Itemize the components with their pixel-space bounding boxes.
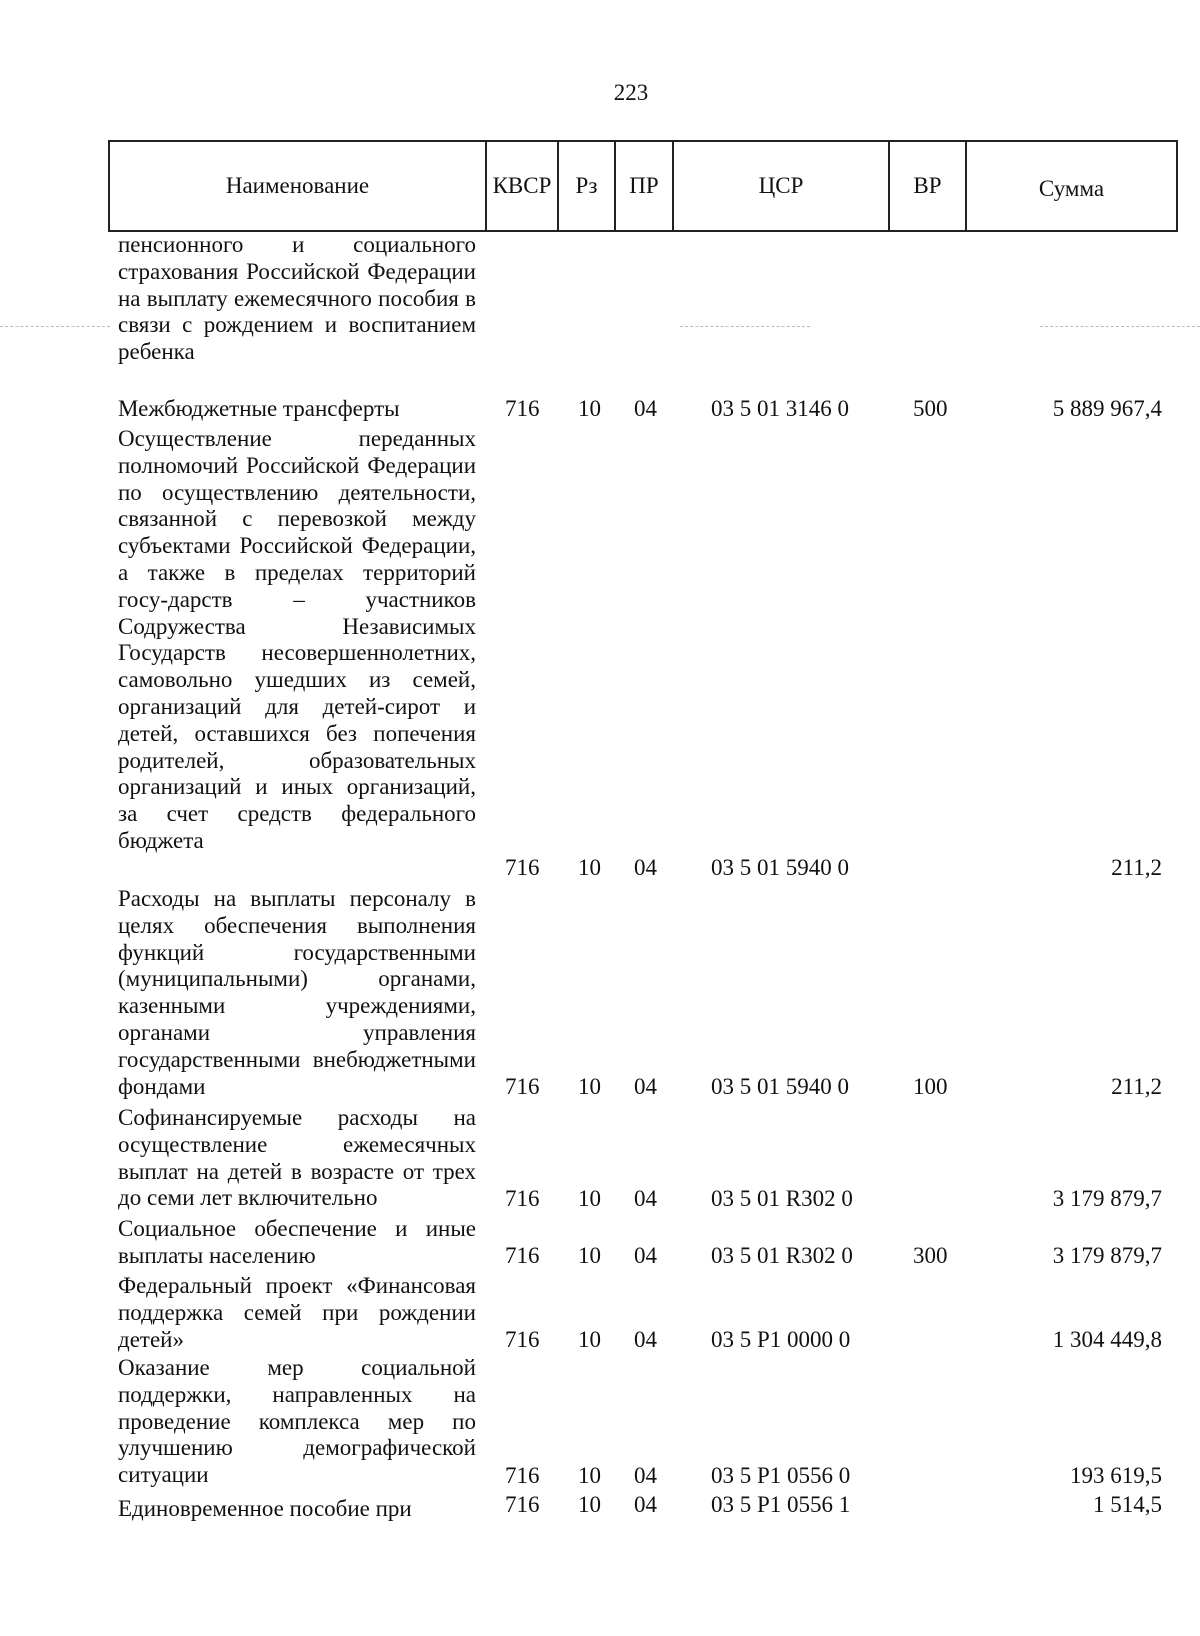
row-pr: 04 bbox=[634, 1186, 657, 1211]
row-name: Расходы на выплаты персоналу в целях обеспечения выполнения функций государственными (муниципальными) органами, казенными учреждениями, органами управления государственными внебюджетными фондами bbox=[118, 886, 476, 1099]
row-pr: 04 bbox=[634, 1074, 657, 1099]
row-vr: 500 bbox=[913, 396, 948, 421]
row-rz: 10 bbox=[578, 1074, 601, 1099]
row-name: Единовременное пособие при bbox=[118, 1496, 412, 1521]
row-sum: 1 304 449,8 bbox=[1052, 1327, 1162, 1352]
row-kvsr: 716 bbox=[505, 1463, 540, 1488]
row-pr: 04 bbox=[634, 1243, 657, 1268]
scan-artifact bbox=[0, 326, 110, 328]
row-rz: 10 bbox=[578, 396, 601, 421]
row-kvsr: 716 bbox=[505, 855, 540, 880]
header-csr: ЦСР bbox=[672, 142, 888, 230]
row-csr: 03 5 01 R302 0 bbox=[711, 1243, 853, 1268]
header-kvsr: КВСР bbox=[485, 142, 557, 230]
row-pr: 04 bbox=[634, 855, 657, 880]
scan-artifact bbox=[1040, 326, 1200, 328]
row-sum: 211,2 bbox=[1111, 855, 1162, 880]
table-header bbox=[108, 140, 1178, 232]
row-csr: 03 5 01 5940 0 bbox=[711, 855, 849, 880]
row-kvsr: 716 bbox=[505, 396, 540, 421]
row-pr: 04 bbox=[634, 1327, 657, 1352]
row-name: Межбюджетные трансферты bbox=[118, 396, 400, 421]
header-pr: ПР bbox=[614, 142, 672, 230]
row-pr: 04 bbox=[634, 1463, 657, 1488]
row-rz: 10 bbox=[578, 1327, 601, 1352]
row-name: Федеральный проект «Финансовая поддержка семей при рождении детей» bbox=[118, 1273, 476, 1352]
row-sum: 211,2 bbox=[1111, 1074, 1162, 1099]
row-vr: 300 bbox=[913, 1243, 948, 1268]
row-sum: 3 179 879,7 bbox=[1052, 1186, 1162, 1211]
row-kvsr: 716 bbox=[505, 1492, 540, 1517]
header-sum: Сумма bbox=[965, 142, 1176, 230]
row-sum: 3 179 879,7 bbox=[1052, 1243, 1162, 1268]
row-rz: 10 bbox=[578, 1186, 601, 1211]
row-csr: 03 5 P1 0556 1 bbox=[711, 1492, 851, 1517]
row-sum: 1 514,5 bbox=[1093, 1492, 1162, 1517]
row-csr: 03 5 P1 0000 0 bbox=[711, 1327, 851, 1352]
row-sum: 5 889 967,4 bbox=[1052, 396, 1162, 421]
header-vr: ВР bbox=[888, 142, 965, 230]
row-kvsr: 716 bbox=[505, 1186, 540, 1211]
row-rz: 10 bbox=[578, 855, 601, 880]
row-csr: 03 5 01 3146 0 bbox=[711, 396, 849, 421]
header-name: Наименование bbox=[225, 173, 370, 198]
row-kvsr: 716 bbox=[505, 1243, 540, 1268]
page-number: 223 bbox=[613, 80, 649, 105]
scan-artifact bbox=[680, 326, 810, 328]
row-vr: 100 bbox=[913, 1074, 948, 1099]
row-name: Осуществление переданных полномочий Российской Федерации по осуществлению деятельности, связанной с перевозкой между субъектами Российской Федерации, а также в пределах территорий госу-дарств – участников Содружества Независимых Государств несовершеннолетних, самовольно ушедших из семей, организаций для детей-сирот и детей, оставшихся без попечения родителей, образовательных организаций и иных организаций, за счет средств федерального бюджета bbox=[118, 426, 476, 853]
row-pr: 04 bbox=[634, 396, 657, 421]
row-csr: 03 5 P1 0556 0 bbox=[711, 1463, 851, 1488]
row-sum: 193 619,5 bbox=[1070, 1463, 1162, 1488]
row-rz: 10 bbox=[578, 1243, 601, 1268]
row-csr: 03 5 01 5940 0 bbox=[711, 1074, 849, 1099]
row-kvsr: 716 bbox=[505, 1327, 540, 1352]
row-rz: 10 bbox=[578, 1463, 601, 1488]
row-name: пенсионного и социального страхования Российской Федерации на выплату ежемесячного пособия в связи с рождением и воспитанием ребенка bbox=[118, 232, 476, 365]
row-pr: 04 bbox=[634, 1492, 657, 1517]
row-name: Софинансируемые расходы на осуществление ежемесячных выплат на детей в возрасте от трех до семи лет включительно bbox=[118, 1105, 476, 1211]
row-name: Оказание мер социальной поддержки, направленных на проведение комплекса мер по улучшению демографической ситуации bbox=[118, 1355, 476, 1488]
row-rz: 10 bbox=[578, 1492, 601, 1517]
row-kvsr: 716 bbox=[505, 1074, 540, 1099]
header-rz: Рз bbox=[557, 142, 614, 230]
row-name: Социальное обеспечение и иные выплаты населению bbox=[118, 1216, 476, 1268]
row-csr: 03 5 01 R302 0 bbox=[711, 1186, 853, 1211]
